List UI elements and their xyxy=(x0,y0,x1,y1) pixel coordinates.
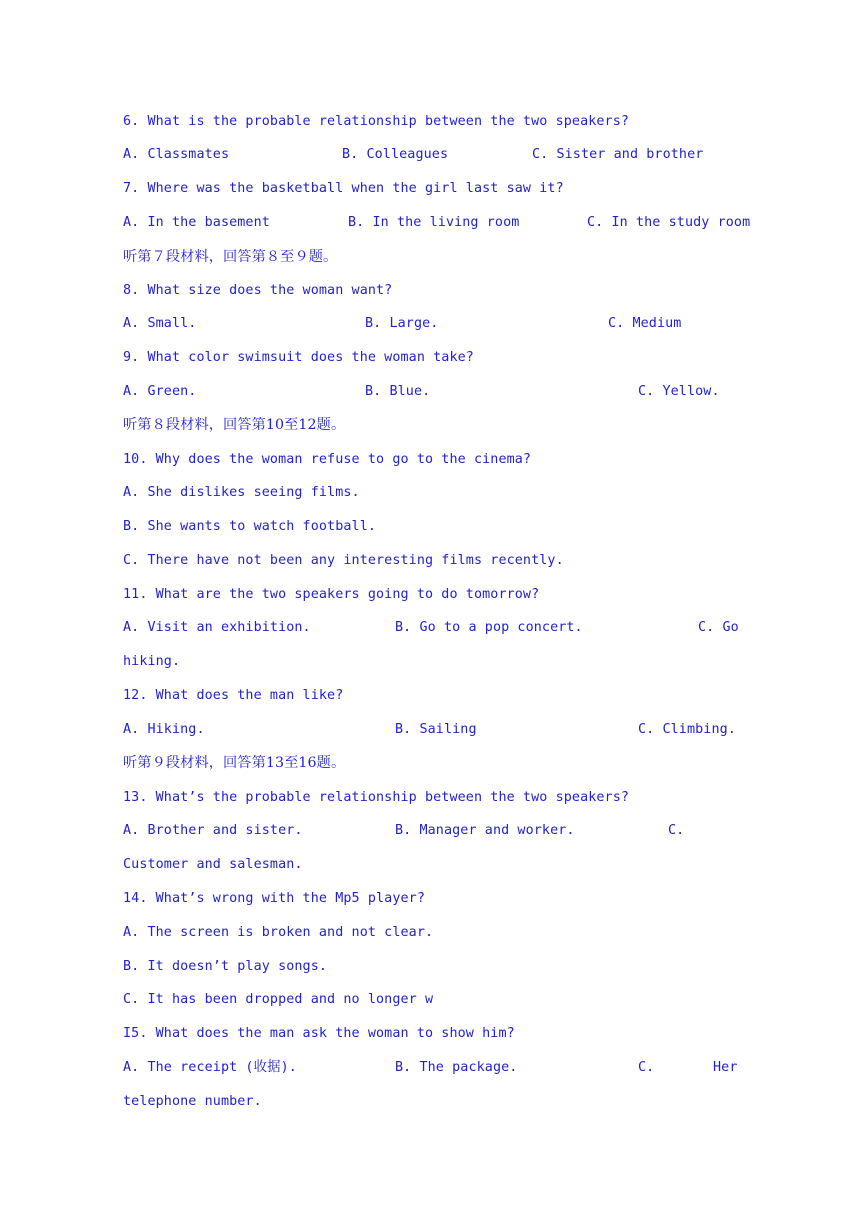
option-b: B. In the living room xyxy=(348,215,520,230)
option-c: C. Climbing. xyxy=(638,722,736,737)
question-6-options xyxy=(123,144,704,166)
question-11-options xyxy=(123,617,739,639)
question-11-option-c-wrap: hiking. xyxy=(123,654,181,669)
option-c: C. Medium xyxy=(608,316,682,331)
option-c: C. xyxy=(638,1060,655,1075)
option-a: A. Classmates xyxy=(123,147,230,162)
question-7-options xyxy=(123,212,751,234)
section-heading-7: 听第７段材料，回答第８至９题。 xyxy=(123,249,338,265)
question-10: 10. Why does the woman refuse to go to the cinema? xyxy=(123,452,532,467)
question-10-option-a: A. She dislikes seeing films. xyxy=(123,485,360,500)
question-13-options xyxy=(123,820,685,842)
question-15: I5. What does the man ask the woman to show him? xyxy=(123,1026,515,1041)
question-12-options xyxy=(123,719,736,741)
section-heading-9: 听第９段材料，回答第13至16题。 xyxy=(123,755,346,771)
option-a: A. Hiking. xyxy=(123,722,205,737)
question-13-option-c-wrap: Customer and salesman. xyxy=(123,857,303,872)
option-c-continued: Her xyxy=(713,1060,738,1075)
question-8: 8. What size does the woman want? xyxy=(123,283,393,298)
option-b: B. Manager and worker. xyxy=(395,823,575,838)
option-a: A. The receipt (收据). xyxy=(123,1060,297,1075)
question-14: 14. What’s wrong with the Mp5 player? xyxy=(123,891,425,906)
question-12: 12. What does the man like? xyxy=(123,688,344,703)
question-10-option-c: C. There have not been any interesting films recently. xyxy=(123,553,564,568)
section-heading-8: 听第８段材料，回答第10至12题。 xyxy=(123,417,346,433)
question-9: 9. What color swimsuit does the woman take? xyxy=(123,350,474,365)
question-14-option-a: A. The screen is broken and not clear. xyxy=(123,925,434,940)
question-15-options xyxy=(123,1057,738,1079)
question-13: 13. What’s the probable relationship between the two speakers? xyxy=(123,790,630,805)
option-a: A. Small. xyxy=(123,316,197,331)
option-b: B. Blue. xyxy=(365,384,431,399)
question-14-option-b: B. It doesn’t play songs. xyxy=(123,959,328,974)
option-c: C. Yellow. xyxy=(638,384,720,399)
question-10-option-b: B. She wants to watch football. xyxy=(123,519,377,534)
option-b: B. Large. xyxy=(365,316,439,331)
question-6: 6. What is the probable relationship between the two speakers? xyxy=(123,114,630,129)
question-7: 7. Where was the basketball when the girl last saw it? xyxy=(123,181,564,196)
question-14-option-c: C. It has been dropped and no longer w xyxy=(123,992,434,1007)
option-a: A. Brother and sister. xyxy=(123,823,303,838)
option-a: A. Green. xyxy=(123,384,197,399)
question-15-option-c-wrap: telephone number. xyxy=(123,1094,262,1109)
option-b: B. The package. xyxy=(395,1060,518,1075)
option-b: B. Go to a pop concert. xyxy=(395,620,583,635)
option-c: C. In the study room xyxy=(587,215,751,230)
question-11: 11. What are the two speakers going to do tomorrow? xyxy=(123,587,540,602)
question-8-options xyxy=(123,313,682,335)
option-b: B. Colleagues xyxy=(342,147,449,162)
option-a: A. In the basement xyxy=(123,215,270,230)
question-9-options xyxy=(123,381,720,403)
option-c: C. Sister and brother xyxy=(532,147,704,162)
option-c: C. xyxy=(668,823,685,838)
option-c: C. Go xyxy=(698,620,739,635)
option-b: B. Sailing xyxy=(395,722,477,737)
option-a: A. Visit an exhibition. xyxy=(123,620,311,635)
